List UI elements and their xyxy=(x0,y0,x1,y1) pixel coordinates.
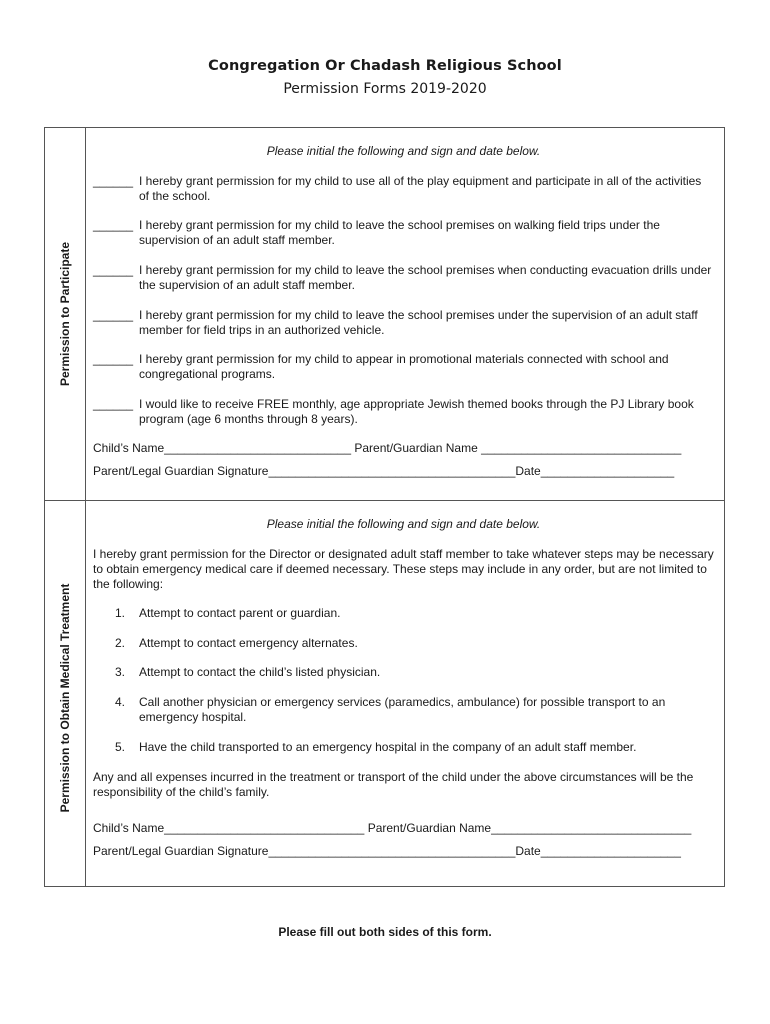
item-text: I hereby grant permission for my child to leave the school premises on walking field trips under the supervision of an adult staff member. xyxy=(139,218,660,247)
step-number: 4. xyxy=(115,695,126,709)
initial-item xyxy=(93,308,714,338)
step-number: 2. xyxy=(115,636,126,650)
initial-item xyxy=(93,218,714,248)
item-text: I hereby grant permission for my child to leave the school premises when conducting evacuation drills under the supervision of an adult staff member. xyxy=(139,263,712,292)
side-label-medical: Permission to Obtain Medical Treatment xyxy=(58,583,72,813)
step-number: 5. xyxy=(115,740,126,754)
item-text: I hereby grant permission for my child to appear in promotional materials connected with school and congregational programs. xyxy=(139,352,669,381)
permission-to-participate-section xyxy=(45,128,724,501)
item-text: I hereby grant permission for my child to use all of the play equipment and participate in all of the activities of the school. xyxy=(139,174,702,203)
footer-note: Please fill out both sides of this form. xyxy=(278,925,492,939)
instruction-text: Please initial the following and sign and date below. xyxy=(266,517,541,531)
instruction-text: Please initial the following and sign and date below. xyxy=(266,144,541,158)
form-subtitle: Permission Forms 2019-2020 xyxy=(283,81,487,97)
signature-line-signature-date[interactable]: Parent/Legal Guardian Signature_____________________________________Date____________________ xyxy=(93,464,675,478)
step-text: Call another physician or emergency services (paramedics, ambulance) for possible transport to an emergency hospital. xyxy=(139,695,666,724)
expenses-paragraph: Any and all expenses incurred in the treatment or transport of the child under the above circumstances will be the responsibility of the child’s family. xyxy=(93,770,694,799)
signature-line-signature-date[interactable]: Parent/Legal Guardian Signature_____________________________________Date_____________________ xyxy=(93,844,681,858)
side-label-participate: Permission to Participate xyxy=(58,241,72,387)
initial-blank[interactable]: ______ xyxy=(93,308,134,322)
numbered-step xyxy=(93,636,714,651)
step-text: Attempt to contact emergency alternates. xyxy=(139,636,358,650)
initial-blank[interactable]: ______ xyxy=(93,218,134,232)
initial-blank[interactable]: ______ xyxy=(93,397,134,411)
initial-item xyxy=(93,397,714,427)
numbered-step xyxy=(93,665,714,680)
item-text: I would like to receive FREE monthly, age appropriate Jewish themed books through the PJ Library book program (age 6 months through 8 years). xyxy=(139,397,694,426)
initial-item xyxy=(93,352,714,382)
item-text: I hereby grant permission for my child to leave the school premises under the supervision of an adult staff member for field trips in an authorized vehicle. xyxy=(139,308,698,337)
numbered-step xyxy=(93,606,714,621)
signature-line-names[interactable]: Child’s Name____________________________ Parent/Guardian Name ______________________________ xyxy=(93,441,682,455)
step-text: Attempt to contact parent or guardian. xyxy=(139,606,341,620)
initial-item xyxy=(93,174,714,204)
medical-intro-paragraph: I hereby grant permission for the Director or designated adult staff member to take whatever steps may be necessary to obtain emergency medical care if deemed necessary. These steps may include in any order, but are not limited to the following: xyxy=(93,547,714,591)
side-label-cell xyxy=(45,501,86,886)
initial-blank[interactable]: ______ xyxy=(93,263,134,277)
signature-line-names[interactable]: Child’s Name______________________________ Parent/Guardian Name______________________________ xyxy=(93,821,692,835)
numbered-step xyxy=(93,695,714,725)
step-number: 3. xyxy=(115,665,126,679)
step-number: 1. xyxy=(115,606,126,620)
permission-form-table xyxy=(44,127,725,887)
step-text: Have the child transported to an emergency hospital in the company of an adult staff member. xyxy=(139,740,637,754)
form-title: Congregation Or Chadash Religious School xyxy=(208,58,562,74)
initial-item xyxy=(93,263,714,293)
permission-medical-treatment-section xyxy=(45,501,724,886)
initial-blank[interactable]: ______ xyxy=(93,352,134,366)
initial-blank[interactable]: ______ xyxy=(93,174,134,188)
step-text: Attempt to contact the child’s listed physician. xyxy=(139,665,381,679)
side-label-cell xyxy=(45,128,86,500)
numbered-step xyxy=(93,740,714,755)
